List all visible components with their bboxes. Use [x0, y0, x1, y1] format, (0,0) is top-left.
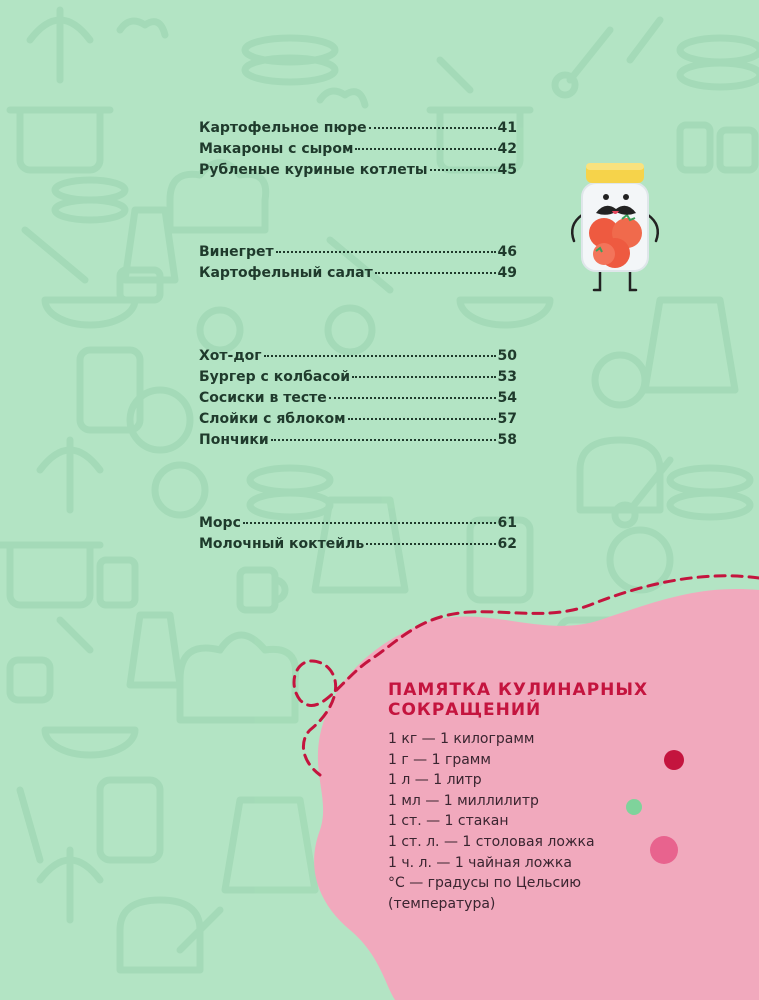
- memo-item: 1 ст. л. — 1 столовая ложка: [388, 833, 595, 850]
- toc-entry[interactable]: [199, 369, 517, 390]
- toc-entry-page: 41: [497, 120, 517, 136]
- toc-entry-page: 53: [497, 369, 517, 385]
- toc-leader-dots: [375, 272, 496, 274]
- toc-entry-page: 58: [497, 432, 517, 448]
- toc-leader-dots: [369, 127, 496, 129]
- tomato-jar-mascot-icon: [560, 155, 670, 300]
- memo-title-line: ПАМЯТКА КУЛИНАРНЫХ: [388, 680, 649, 700]
- toc-leader-dots: [271, 439, 496, 441]
- memo-item: 1 мл — 1 миллилитр: [388, 792, 539, 809]
- toc-leader-dots: [430, 169, 496, 171]
- toc-entry-page: 50: [497, 348, 517, 364]
- toc-leader-dots: [355, 148, 495, 150]
- decorative-dot-pink: [650, 836, 678, 864]
- toc-entry-page: 62: [497, 536, 517, 552]
- toc-entry[interactable]: [199, 265, 517, 286]
- toc-entry-page: 49: [497, 265, 517, 281]
- toc-entry-title: Бургер с колбасой: [199, 369, 351, 385]
- toc-entry[interactable]: [199, 411, 517, 432]
- memo-item: 1 ст. — 1 стакан: [388, 813, 509, 830]
- toc-entry[interactable]: [199, 390, 517, 411]
- toc-leader-dots: [243, 522, 496, 524]
- toc-entry-title: Картофельное пюре: [199, 120, 367, 136]
- toc-entry[interactable]: [199, 141, 517, 162]
- memo-item: 1 л — 1 литр: [388, 772, 482, 789]
- abbreviations-memo: [388, 680, 678, 914]
- toc-entry[interactable]: [199, 162, 517, 183]
- toc-leader-dots: [264, 355, 496, 357]
- memo-title-line: СОКРАЩЕНИЙ: [388, 700, 542, 720]
- toc-entry-title: Морс: [199, 515, 241, 531]
- toc-entry-title: Слойки с яблоком: [199, 411, 346, 427]
- memo-item: (температура): [388, 895, 496, 912]
- toc-entry-page: 61: [497, 515, 517, 531]
- toc-entry[interactable]: [199, 120, 517, 141]
- toc-entry-title: Сосиски в тесте: [199, 390, 327, 406]
- toc-entry-title: Пончики: [199, 432, 269, 448]
- toc-leader-dots: [348, 418, 496, 420]
- decorative-dot-red: [664, 750, 684, 770]
- toc-entry-title: Рубленые куриные котлеты: [199, 162, 428, 178]
- toc-entry-title: Картофельный салат: [199, 265, 373, 281]
- toc-entry-title: Винегрет: [199, 244, 274, 260]
- toc-entry-page: 45: [497, 162, 517, 178]
- toc-leader-dots: [366, 543, 495, 545]
- toc-leader-dots: [329, 397, 496, 399]
- toc-entry[interactable]: [199, 348, 517, 369]
- toc-entry[interactable]: [199, 536, 517, 557]
- toc-entry[interactable]: [199, 515, 517, 536]
- toc-entry-page: 42: [497, 141, 517, 157]
- memo-item: °C — градусы по Цельсию: [388, 875, 582, 892]
- toc-entry[interactable]: [199, 432, 517, 453]
- toc-entry-title: Макароны с сыром: [199, 141, 354, 157]
- toc-entry-page: 54: [497, 390, 517, 406]
- memo-title: [388, 680, 678, 720]
- toc-leader-dots: [352, 376, 495, 378]
- decorative-dot-green: [626, 799, 642, 815]
- toc-entry-page: 57: [497, 411, 517, 427]
- toc-entry[interactable]: [199, 244, 517, 265]
- memo-item: 1 г — 1 грамм: [388, 751, 491, 768]
- memo-item: 1 ч. л. — 1 чайная ложка: [388, 854, 572, 871]
- toc-entry-page: 46: [497, 244, 517, 260]
- toc-leader-dots: [276, 251, 496, 253]
- toc-entry-title: Хот-дог: [199, 348, 262, 364]
- toc-entry-title: Молочный коктейль: [199, 536, 365, 552]
- memo-item: 1 кг — 1 килограмм: [388, 731, 535, 747]
